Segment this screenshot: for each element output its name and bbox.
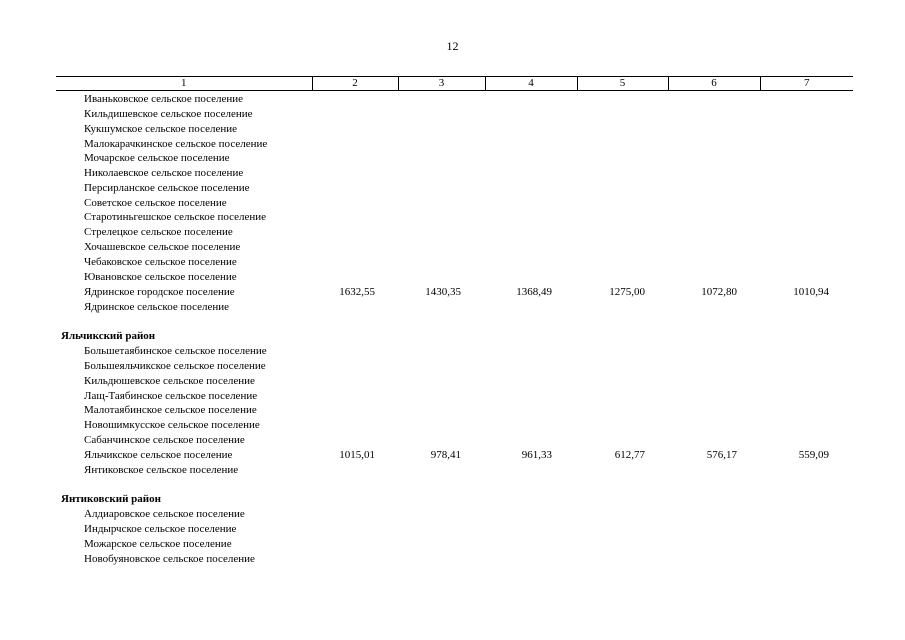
table-row [0, 418, 905, 433]
settlement-name: Николаевское сельское поселение [84, 167, 244, 179]
column-header-6: 6 [668, 77, 760, 91]
settlement-name: Советское сельское поселение [84, 197, 227, 209]
settlement-name: Большеяльчикское сельское поселение [84, 360, 266, 372]
table-row [0, 537, 905, 552]
page-number: 12 [446, 39, 459, 53]
settlement-name: Ядринское городское поселение [84, 286, 235, 298]
district-title: Янтиковский район [61, 493, 161, 505]
table-row [0, 240, 905, 255]
table-row [0, 448, 905, 463]
value-col-4: 1368,49 [516, 286, 552, 298]
district-heading-row [0, 329, 905, 344]
column-header-table [56, 76, 853, 91]
table-row [0, 196, 905, 211]
settlement-name: Ядринское сельское поселение [84, 301, 230, 313]
district-heading-row [0, 492, 905, 507]
column-header-2: 2 [312, 77, 398, 91]
table-row [0, 166, 905, 181]
settlement-name: Яльчикское сельское поселение [84, 449, 233, 461]
table-row [0, 552, 905, 567]
settlement-name: Кильдюшевское сельское поселение [84, 375, 255, 387]
settlement-name: Иваньковское сельское поселение [84, 93, 244, 105]
settlement-name: Персирланское сельское поселение [84, 182, 250, 194]
table-row [0, 463, 905, 478]
table-row [0, 255, 905, 270]
settlement-name: Мочарское сельское поселение [84, 152, 230, 164]
table-row [0, 389, 905, 404]
value-col-3: 978,41 [430, 449, 461, 461]
value-col-6: 1072,80 [701, 286, 737, 298]
table-row [0, 344, 905, 359]
settlement-name: Можарское сельское поселение [84, 538, 232, 550]
value-col-4: 961,33 [521, 449, 552, 461]
column-header-3: 3 [398, 77, 485, 91]
table-row [0, 270, 905, 285]
settlement-name: Новошимкусское сельское поселение [84, 419, 260, 431]
column-header-4: 4 [485, 77, 577, 91]
settlement-name: Алдиаровское сельское поселение [84, 508, 245, 520]
value-col-5: 612,77 [614, 449, 645, 461]
value-col-6: 576,17 [706, 449, 737, 461]
settlement-name: Чебаковское сельское поселение [84, 256, 237, 268]
table-row [0, 433, 905, 448]
table-row [0, 507, 905, 522]
settlement-name: Новобуяновское сельское поселение [84, 553, 255, 565]
settlement-name: Кильдишевское сельское поселение [84, 108, 253, 120]
settlement-name: Малотаябинское сельское поселение [84, 404, 257, 416]
value-col-5: 1275,00 [609, 286, 645, 298]
column-header-5: 5 [577, 77, 668, 91]
table-row [0, 300, 905, 315]
settlement-name: Сабанчинское сельское поселение [84, 434, 245, 446]
table-row [0, 285, 905, 300]
table-row [0, 374, 905, 389]
value-col-2: 1632,55 [339, 286, 375, 298]
settlement-name: Стрелецкое сельское поселение [84, 226, 233, 238]
settlement-name: Ювановское сельское поселение [84, 271, 237, 283]
column-header-7: 7 [760, 77, 853, 91]
column-header-row [56, 77, 853, 91]
settlement-name: Малокарачкинское сельское поселение [84, 138, 268, 150]
table-row [0, 151, 905, 166]
table-row [0, 210, 905, 225]
settlement-name: Лащ-Таябинское сельское поселение [84, 390, 258, 402]
value-col-3: 1430,35 [425, 286, 461, 298]
value-col-7: 559,09 [798, 449, 829, 461]
table-row [0, 92, 905, 107]
table-row [0, 122, 905, 137]
settlement-name: Индырчское сельское поселение [84, 523, 237, 535]
district-title: Яльчикский район [61, 330, 156, 342]
table-row [0, 403, 905, 418]
table-row [0, 137, 905, 152]
settlement-name: Янтиковское сельское поселение [84, 464, 239, 476]
table-row [0, 522, 905, 537]
settlement-name: Хочашевское сельское поселение [84, 241, 241, 253]
settlement-name: Большетаябинское сельское поселение [84, 345, 267, 357]
value-col-7: 1010,94 [793, 286, 829, 298]
table-row [0, 181, 905, 196]
settlement-name: Старотиньгешское сельское поселение [84, 211, 267, 223]
table-row [0, 107, 905, 122]
table-row [0, 225, 905, 240]
settlement-name: Кукшумское сельское поселение [84, 123, 238, 135]
table-row [0, 359, 905, 374]
column-header-1: 1 [56, 77, 312, 91]
value-col-2: 1015,01 [339, 449, 375, 461]
